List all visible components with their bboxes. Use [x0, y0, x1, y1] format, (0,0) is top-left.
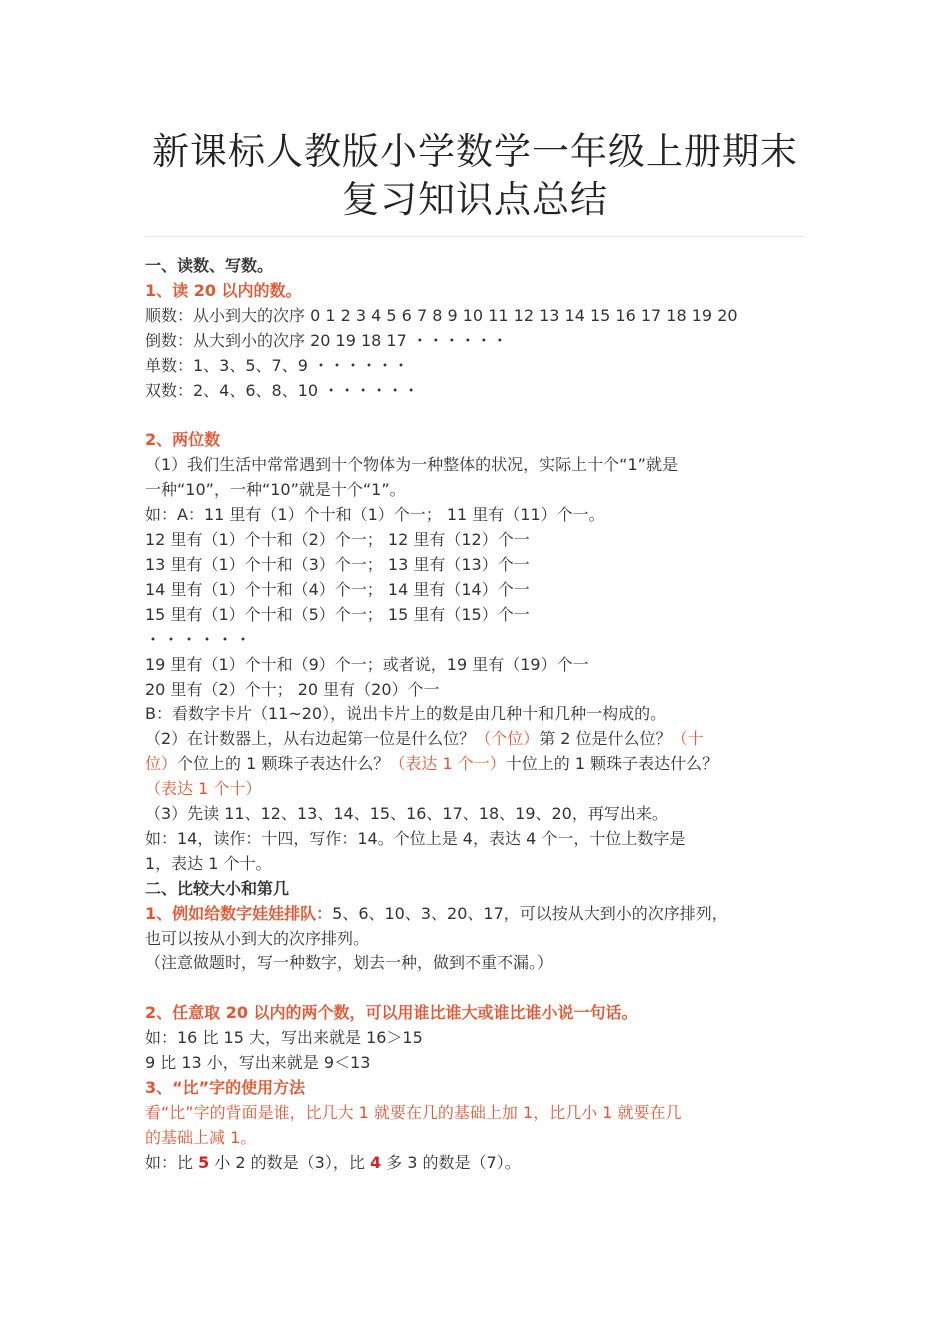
doc-title-line-1: 新课标人教版小学数学一年级上册期末 [152, 130, 798, 173]
answer-ones-place: （个位） [475, 729, 540, 749]
answer-tens-place-start: （十 [671, 729, 704, 749]
section-2-1-label: 1、例如给数字娃娃排队： [145, 903, 333, 923]
section-1-heading: 一、读数、写数。 [145, 256, 274, 275]
section-2-1-line-2: 也可以按从小到大的次序排列。 [145, 928, 370, 948]
example-b: B：看数字卡片（11~20），说出卡片上的数是由几种十和几种一构成的。 [145, 704, 667, 724]
answer-one-unit: （表达 1 个一） [389, 754, 506, 774]
para-2-text: 个位上的 1 颗珠子表达什么？ [177, 754, 390, 774]
para-1-line-b: 一种“10”，一种“10”就是十个“1”。 [145, 480, 406, 500]
example-19: 19 里有（1）个十和（9）个一；或者说，19 里有（19）个一 [145, 654, 589, 674]
spacer [145, 403, 813, 428]
section-2-3-heading: 3、“比”字的使用方法 [145, 1078, 306, 1098]
section-2-2-example-2: 9 比 13 小，写出来就是 9＜13 [145, 1053, 371, 1073]
shunshu-line: 顺数：从小到大的次序 0 1 2 3 4 5 6 7 8 9 10 11 12 13 14 15 16 17 18 19 20 [145, 305, 738, 325]
para-3: （3）先读 11、12、13、14、15、16、17、18、19、20，再写出来。 [145, 804, 668, 824]
para-2-text: （2）在计数器上，从右边起第一位是什么位？ [145, 729, 476, 749]
answer-one-ten: （表达 1 个十） [145, 779, 262, 799]
doc-body [145, 254, 813, 1176]
section-2-1-line-1 [145, 902, 813, 927]
section-2-heading: 二、比较大小和第几 [145, 878, 290, 898]
para-2-line-1 [145, 727, 813, 752]
section-2-3-rule-b: 的基础上减 1。 [145, 1127, 257, 1147]
spacer [145, 976, 813, 1001]
section-2-1-note: （注意做题时，写一种数字，划去一种，做到不重不漏。） [145, 953, 554, 973]
highlight-number-5: 5 [198, 1152, 210, 1172]
example-14: 14 里有（1）个十和（4）个一； 14 里有（14）个一 [145, 579, 530, 599]
section-1-2-heading: 2、两位数 [145, 430, 221, 450]
section-1-1-heading: 1、读 20 以内的数。 [145, 280, 302, 300]
section-2-2-heading: 2、任意取 20 以内的两个数，可以用谁比谁大或谁比谁小说一句话。 [145, 1003, 638, 1023]
para-2-text: 第 2 位是什么位？ [539, 729, 672, 749]
para-1-line-a: （1）我们生活中常常遇到十个物体为一种整体的状况，实际上十个“1”就是 [145, 455, 678, 475]
section-2-1-text: 5、6、10、3、20、17，可以按从大到小的次序排列， [332, 903, 728, 923]
example-text: 多 3 的数是（7）。 [381, 1152, 521, 1172]
danshu-line: 单数：1、3、5、7、9 ・・・・・・ [145, 355, 409, 375]
section-2-2-example-1: 如：16 比 15 大，写出来就是 16＞15 [145, 1028, 423, 1048]
shuangshu-line: 双数：2、4、6、8、10 ・・・・・・ [145, 380, 420, 400]
para-4-line-b: 1，表达 1 个十。 [145, 853, 272, 873]
example-12: 12 里有（1）个十和（2）个一； 12 里有（12）个一 [145, 530, 530, 550]
example-text: 如：比 [145, 1152, 199, 1172]
section-2-3-example [145, 1151, 813, 1176]
example-13: 13 里有（1）个十和（3）个一； 13 里有（13）个一 [145, 554, 530, 574]
title-divider [145, 236, 805, 237]
example-a: 如：A：11 里有（1）个十和（1）个一； 11 里有（11）个一。 [145, 505, 605, 525]
daoshu-line: 倒数：从大到小的次序 20 19 18 17 ・・・・・・ [145, 330, 508, 350]
example-15: 15 里有（1）个十和（5）个一； 15 里有（15）个一 [145, 604, 530, 624]
answer-tens-place-end: 位） [145, 754, 178, 774]
example-text: 小 2 的数是（3），比 [209, 1152, 370, 1172]
para-2-line-2 [145, 752, 813, 777]
highlight-number-4: 4 [369, 1152, 382, 1172]
doc-title-line-2: 复习知识点总结 [342, 178, 608, 221]
para-2-text: 十位上的 1 颗珠子表达什么？ [505, 754, 719, 774]
section-2-3-rule-a: 看“比”字的背面是谁，比几大 1 就要在几的基础上加 1，比几小 1 就要在几 [145, 1103, 682, 1122]
example-20: 20 里有（2）个十； 20 里有（20）个一 [145, 679, 440, 699]
ellipsis-dots: ・・・・・・ [145, 629, 254, 649]
para-4-line-a: 如：14，读作：十四，写作：14。个位上是 4，表达 4 个一，十位上数字是 [145, 828, 686, 848]
